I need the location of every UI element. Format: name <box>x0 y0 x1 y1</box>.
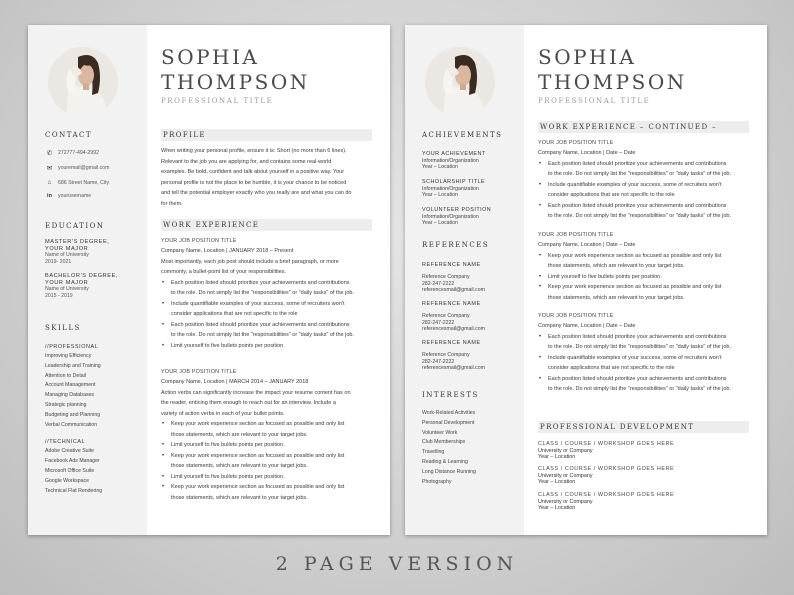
job-bullet <box>161 482 372 503</box>
skills-technical-heading: //TECHNICAL <box>45 439 86 446</box>
degree-line-2: YOUR MAJOR <box>45 245 89 252</box>
job-company: Company Name, Location | JANUARY 2018 – Present <box>161 248 294 254</box>
skill-item: Strategic planning <box>45 401 87 408</box>
resume-page-2 <box>405 25 767 535</box>
page-version-caption: 2 PAGE VERSION <box>275 553 519 575</box>
job-intro-line: variety of action verbs in each of your bullet points. <box>161 410 285 417</box>
education-item <box>45 273 118 299</box>
job-entry <box>161 236 372 351</box>
reference-name: REFERENCE NAME <box>422 301 481 307</box>
interest-item: Work-Related Activities <box>422 410 476 416</box>
professional-development-heading: PROFESSIONAL DEVELOPMENT <box>538 421 749 433</box>
interests-list <box>422 409 476 487</box>
candidate-name <box>161 45 310 95</box>
reference-item <box>422 340 485 372</box>
job-bullet <box>161 299 372 320</box>
bullet-line: • Each position listed should prioritize your achievements and contributions <box>548 160 727 167</box>
job-title: YOUR JOB POSITION TITLE <box>161 238 237 244</box>
course-year: Year – Location <box>538 505 576 511</box>
job-company: Company Name, Location | Date – Date <box>538 150 636 156</box>
course-title: CLASS / COURSE / WORKSHOP GOES HERE <box>538 441 675 447</box>
course-title: CLASS / COURSE / WORKSHOP GOES HERE <box>538 466 675 472</box>
job-entry <box>538 311 749 395</box>
reference-name: REFERENCE NAME <box>422 340 481 346</box>
achievement-item <box>422 179 485 199</box>
profile-line: When writing your personal profile, ensure it is: Short (no more than 6 lines). <box>161 148 347 154</box>
first-name: SOPHIA <box>161 45 260 69</box>
job-intro-line: commonly, a bullet-point list of your responsibilities. <box>161 269 286 275</box>
interest-item: Personal Development <box>422 419 475 426</box>
job-entry <box>538 230 749 303</box>
skill-item: Leadership and Training <box>45 362 101 369</box>
reference-phone: 282-247-2222 <box>422 319 455 326</box>
linkedin-row <box>45 193 91 199</box>
bullet-line: • Limit yourself to five bullets points per position. <box>548 273 662 280</box>
achievement-item <box>422 207 491 227</box>
course-org: University or Company <box>538 472 593 479</box>
address-text: 686 Street Name, City <box>58 179 110 186</box>
reference-item <box>422 301 485 333</box>
last-name: THOMPSON <box>538 70 687 94</box>
bullet-line: • Keep your work experience section as focused as possible and only list <box>548 252 722 259</box>
bullet-line: to the role. Do not simply list the "responsibilities" or "daily tasks" of the job. <box>548 386 731 392</box>
skills-heading: SKILLS <box>45 324 81 332</box>
reference-email: referencesmail@gmail.com <box>422 326 485 332</box>
skill-item: Microsoft Office Suite <box>45 467 95 474</box>
job-company: Company Name, Location | Date – Date <box>538 323 636 329</box>
skill-item: Technical Flat Rendering <box>45 487 103 494</box>
achievement-item <box>422 151 486 171</box>
job-title: YOUR JOB POSITION TITLE <box>538 313 614 319</box>
job-bullet <box>161 278 372 299</box>
achievement-year: Year – Location <box>422 220 458 226</box>
job-bullet <box>538 374 749 395</box>
job-bullet <box>161 320 372 341</box>
profile-line: personal profile is not the place to be humble, it is your chance to be noticed <box>161 179 347 186</box>
home-icon: ⌂ <box>47 179 52 186</box>
profile-heading: PROFILE <box>161 129 372 141</box>
profile-line: for them. <box>161 200 183 207</box>
job-intro-line: Action verbs can significantly increase the impact your resume content has on <box>161 389 351 396</box>
reference-company: Reference Company <box>422 274 470 280</box>
bullet-line: those statements, which are relevant to your target jobs. <box>171 463 308 469</box>
interest-item: Photography <box>422 478 452 485</box>
bullet-line: those statements, which are relevant to your target jobs. <box>548 263 685 269</box>
interest-item: Travelling <box>422 449 445 456</box>
bullet-line: consider applications that are not specific to the role <box>548 192 675 198</box>
job-bullet <box>161 419 372 440</box>
achievement-year: Year – Location <box>422 192 458 198</box>
sidebar <box>405 25 524 535</box>
job-bullet <box>538 272 749 283</box>
job-company: Company Name, Location | Date – Date <box>538 242 636 248</box>
bullet-line: to the role. Do not simply list the "responsibilities" or "daily tasks" of the job. <box>171 332 354 338</box>
achievement-org: Information/Organization <box>422 185 479 192</box>
bullet-line: • Limit yourself to five bullets points per position. <box>171 342 285 349</box>
school-years: 2015 - 2019 <box>45 292 73 299</box>
reference-item <box>422 262 485 294</box>
interest-item: Volunteer Work <box>422 429 458 436</box>
email-row <box>45 164 109 172</box>
professional-title: PROFESSIONAL TITLE <box>538 97 651 105</box>
job-entry <box>538 138 749 222</box>
development-item <box>538 466 674 486</box>
reference-company: Reference Company <box>422 313 470 319</box>
bullet-line: to the role. Do not simply list the "responsibilities" or "daily tasks" of the job. <box>548 171 731 177</box>
reference-phone: 282-247-2222 <box>422 358 455 365</box>
school-years: 2019- 2021 <box>45 258 72 265</box>
linkedin-text: yourusername <box>58 193 92 199</box>
email-text: youremail@gmail.com <box>58 165 110 171</box>
school-name: Name of University <box>45 286 89 292</box>
email-icon: ✉ <box>46 165 53 172</box>
professional-title: PROFESSIONAL TITLE <box>161 97 274 105</box>
references-heading: REFERENCES <box>422 241 490 249</box>
skill-item: Account Management <box>45 382 96 389</box>
profile-line: examples. Be bold, confident and talk about yourself in a positive way. Your <box>161 169 345 175</box>
address-row <box>45 179 109 186</box>
interest-item: Reading & Learning <box>422 458 468 465</box>
skills-list <box>45 344 102 496</box>
bullet-line: • Each position listed should prioritize your achievements and contributions <box>171 279 350 286</box>
bullet-line: those statements, which are relevant to your target jobs. <box>548 294 685 301</box>
course-year: Year – Location <box>538 454 576 460</box>
sidebar <box>28 25 147 535</box>
phone-row <box>45 149 99 157</box>
development-item <box>538 492 674 512</box>
education-heading: EDUCATION <box>45 222 105 230</box>
bullet-line: to the role. Do not simply list the "responsibilities" or "daily tasks" of the job. <box>548 344 731 350</box>
job-intro-line: the reader, enticing them enough to reach out for an interview. Include a <box>161 400 336 406</box>
skill-item: Facebook Ads Manager <box>45 458 100 465</box>
achievement-org: Information/Organization <box>422 213 479 220</box>
phone-text: 272777-494-2992 <box>58 150 99 156</box>
bullet-line: • Each position listed should prioritize your achievements and contributions <box>548 202 727 209</box>
bullet-line: • Include quantifiable examples of your success, some of recruiters won't <box>548 354 722 361</box>
job-bullet <box>538 353 749 374</box>
achievement-title: VOLUNTEER POSITION <box>422 207 492 213</box>
job-bullet <box>161 472 372 483</box>
interest-item: Long Distance Running <box>422 468 476 475</box>
linkedin-icon: in <box>47 193 52 199</box>
achievement-title: SCHOLARSHIP TITLE <box>422 179 486 185</box>
skill-item: Improving Efficiency <box>45 353 92 359</box>
reference-name: REFERENCE NAME <box>422 262 481 268</box>
job-title: YOUR JOB POSITION TITLE <box>538 140 614 146</box>
profile-text <box>161 146 372 209</box>
job-intro-line: Most importantly, each job post should include a brief paragraph, or more <box>161 258 339 265</box>
course-year: Year – Location <box>538 479 576 485</box>
bullet-line: those statements, which are relevant to your target jobs. <box>171 494 308 501</box>
phone-icon: ✆ <box>46 150 53 157</box>
development-item <box>538 441 674 461</box>
main-column <box>524 25 767 535</box>
bullet-line: • Each position listed should prioritize your achievements and contributions <box>548 375 727 382</box>
profile-photo <box>48 47 118 117</box>
interests-heading: INTERESTS <box>422 391 479 399</box>
profile-photo <box>425 47 495 117</box>
bullet-line: • Keep your work experience section as focused as possible and only list <box>171 484 345 490</box>
bullet-line: • Limit yourself to five bullets points per position. <box>171 442 285 448</box>
profile-line: and tell the potential employer exactly who you really are and what you can do <box>161 190 352 196</box>
bullet-line: consider applications that are not specific to the role <box>171 311 298 317</box>
bullet-line: to the role. Do not simply list the "responsibilities" or "daily tasks" of the job. <box>171 290 354 296</box>
bullet-line: • Each position listed should prioritize your achievements and contributions <box>548 333 727 340</box>
work-experience-continued-heading: WORK EXPERIENCE – CONTINUED – <box>538 121 749 133</box>
bullet-line: • Each position listed should prioritize your achievements and contributions <box>171 321 350 328</box>
job-bullet <box>538 332 749 353</box>
work-experience-heading: WORK EXPERIENCE <box>161 219 372 231</box>
first-name: SOPHIA <box>538 45 637 69</box>
degree-line-1: BACHELOR'S DEGREE, <box>45 273 119 279</box>
job-title: YOUR JOB POSITION TITLE <box>538 232 614 238</box>
job-bullet <box>538 180 749 201</box>
bullet-line: • Include quantifiable examples of your success, some of recruiters won't <box>548 181 722 188</box>
reference-company: Reference Company <box>422 352 470 358</box>
skill-item: Verbal Communication <box>45 421 98 428</box>
main-column <box>147 25 390 535</box>
skill-item: Managing Databases <box>45 392 95 399</box>
resume-page-1 <box>28 25 390 535</box>
job-title: YOUR JOB POSITION TITLE <box>161 369 237 375</box>
bullet-line: those statements, which are relevant to your target jobs. <box>171 431 308 438</box>
skills-professional-heading: //PROFESSIONAL <box>45 344 99 350</box>
job-bullet <box>161 451 372 472</box>
bullet-line: consider applications that are not specific to the role <box>548 365 675 371</box>
job-company: Company Name, Location | MARCH 2014 – JANUARY 2018 <box>161 379 309 385</box>
achievements-heading: ACHIEVEMENTS <box>422 131 503 139</box>
reference-email: referencesmail@gmail.com <box>422 287 485 293</box>
contact-heading: CONTACT <box>45 131 93 139</box>
course-title: CLASS / COURSE / WORKSHOP GOES HERE <box>538 492 675 498</box>
education-item <box>45 239 109 265</box>
job-bullet <box>538 159 749 180</box>
bullet-line: • Keep your work experience section as focused as possible and only list <box>171 421 345 427</box>
bullet-line: • Keep your work experience section as focused as possible and only list <box>171 452 345 459</box>
achievement-title: YOUR ACHIEVEMENT <box>422 151 486 157</box>
bullet-line: • Keep your work experience section as focused as possible and only list <box>548 284 722 290</box>
bullet-line: to the role. Do not simply list the "responsibilities" or "daily tasks" of the job. <box>548 213 731 219</box>
course-org: University or Company <box>538 498 593 505</box>
interest-item: Club Memberships <box>422 439 466 446</box>
reference-email: referencesmail@gmail.com <box>422 365 485 371</box>
skill-item: Adobe Creative Suite <box>45 448 95 455</box>
candidate-name <box>538 45 687 95</box>
achievement-year: Year – Location <box>422 164 458 170</box>
degree-line-1: MASTER'S DEGREE, <box>45 239 110 245</box>
job-entry <box>161 367 372 503</box>
profile-line: Relevant to the job you are applying for, and contains some real-world <box>161 158 332 165</box>
bullet-line: • Include quantifiable examples of your success, some of recruiters won't <box>171 300 345 307</box>
job-bullet <box>161 341 372 352</box>
job-bullet <box>538 251 749 272</box>
course-org: University or Company <box>538 447 593 454</box>
school-name: Name of University <box>45 252 89 258</box>
job-bullet <box>538 282 749 303</box>
achievement-org: Information/Organization <box>422 157 479 164</box>
job-bullet <box>538 201 749 222</box>
degree-line-2: YOUR MAJOR <box>45 279 89 286</box>
job-bullet <box>161 440 372 451</box>
bullet-line: • Limit yourself to five bullets points per position. <box>171 473 285 480</box>
skill-item: Budgeting and Planning <box>45 411 101 418</box>
skill-item: Google Workspace <box>45 477 90 484</box>
reference-phone: 282-247-2222 <box>422 280 455 287</box>
skill-item: Attention to Detail <box>45 372 86 379</box>
last-name: THOMPSON <box>161 70 310 94</box>
